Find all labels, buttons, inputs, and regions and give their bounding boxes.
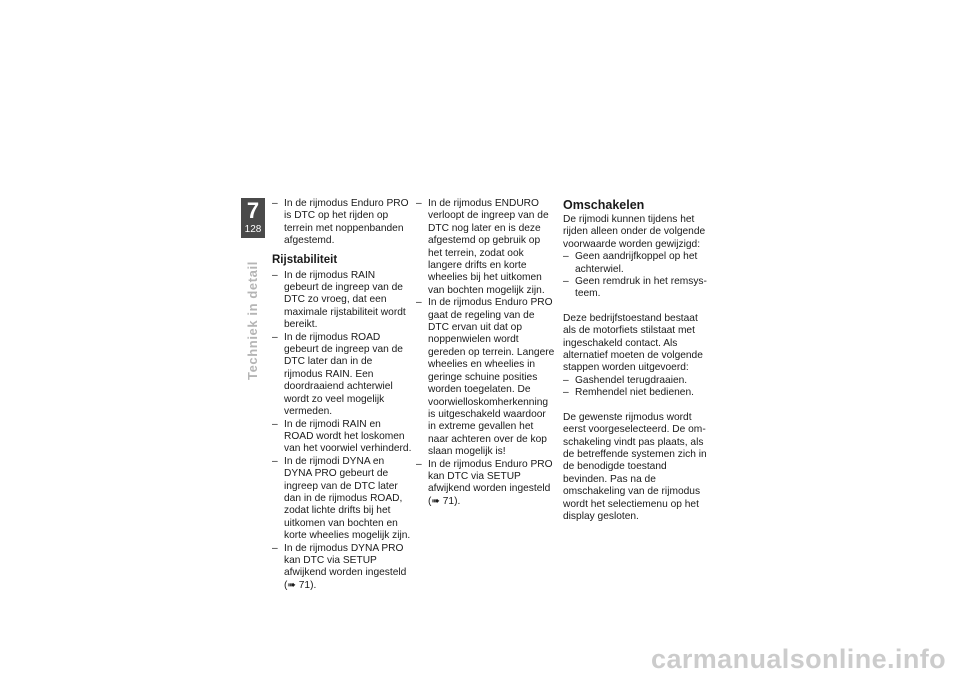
paragraph: De gewenste rijmodus wordt eerst voorgeselecteerd. De omschakeling vindt pas plaats, als de betreffende systemen zich in de benodigde toestand bevinden. Pas na de omschakeling van de rijmodus wordt het selectiemenu op het display gesloten. [563,411,707,522]
section-heading: Rijstabiliteit [272,253,338,266]
page-number: 128 [244,224,262,235]
list-item: – Geen aandrijfkoppel op het achterwiel. [563,251,711,276]
list-item: – In de rijmodus RAIN gebeurt de ingreep van de DTC zo vroeg, dat een maximale rijstabiliteit wordt bereikt. [272,270,412,332]
chapter-tab [241,198,265,238]
section-heading: Omschakelen [563,198,645,212]
list-item: – In de rijmodus Enduro PRO kan DTC via SETUP afwijkend worden ingesteld (➠ 71). [416,459,556,509]
list-item: – Remhendel niet bedienen. [563,387,711,399]
chapter-number: 7 [246,198,260,223]
list-item: – In de rijmodi DYNA en DYNA PRO gebeurt de ingreep van de DTC later dan in de rijmodus ROAD, zodat lichte drifts bij het uitkomen van bochten en korte wheelies mogelijk zijn. [272,456,412,543]
list-item: – In de rijmodi RAIN en ROAD wordt het loskomen van het voorwiel verhinderd. [272,419,412,456]
list-item: – In de rijmodus DYNA PRO kan DTC via SETUP afwijkend worden ingesteld (➠ 71). [272,543,412,593]
list-item: – Geen remdruk in het remsysteem. [563,276,711,301]
text-column-3 [563,198,711,523]
watermark: carmanualsonline.info [651,644,946,674]
list-item: – In de rijmodus ROAD gebeurt de ingreep van de DTC later dan in de rijmodus RAIN. Een doordraaiend achterwiel wordt zo veel mogelijk vermeden. [272,332,412,419]
text-column-2 [416,198,556,508]
paragraph: De rijmodi kunnen tijdens het rijden alleen onder de volgende voorwaarde worden gewijzigd: [563,214,706,250]
list-item: – In de rijmodus Enduro PRO is DTC op het rijden op terrein met noppenbanden afgestemd. [272,198,412,248]
list-item: – Gashendel terugdraaien. [563,375,711,387]
chapter-title: Techniek in detail [245,261,260,380]
text-column-1 [272,198,412,592]
list-item: – In de rijmodus ENDURO verloopt de ingreep van de DTC nog later en is deze afgestemd op gebruik op het terrein, zodat ook langere drifts en korte wheelies bij het uitkomen van bochten mogelijk zijn. [416,198,556,297]
list-item: – In de rijmodus Enduro PRO gaat de regeling van de DTC ervan uit dat op noppenwielen wordt gereden op terrein. Langere wheelies en wheelies in geringe schuine posities worden toegelaten. De voorwielloskomherkenning is uitgeschakeld waardoor in extreme gevallen het naar achteren over de kop slaan mogelijk is! [416,297,556,458]
paragraph: Deze bedrijfstoestand bestaat als de motorfiets stilstaat met ingeschakeld contact. Als alternatief moeten de volgende stappen worden uitgevoerd: [563,312,703,374]
